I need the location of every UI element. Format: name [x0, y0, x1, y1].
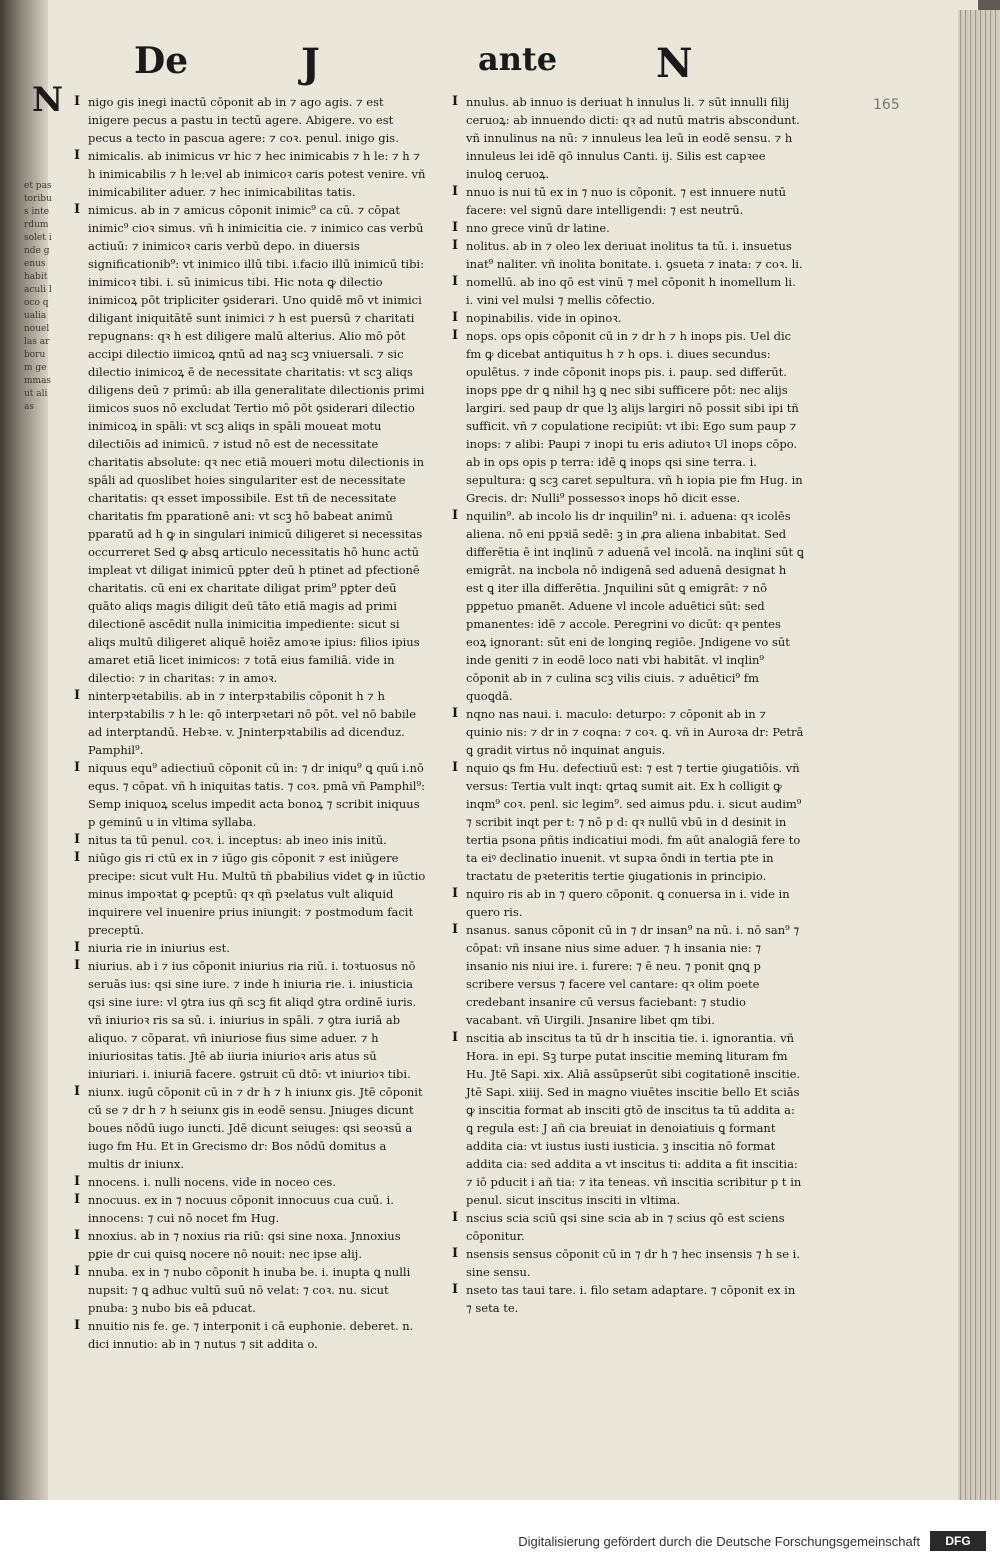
- dictionary-entry: I nsanus. sanus cōponit cū in ⁊ dr insan⁹ na nū. i. nō san⁹ ⁊ cōpat: vñ insane nius sime aduer. ⁊ h insania nie: ⁊ insanio nis niui ire. i. furere: ⁊ ē neu. ⁊ ponit ꝗnꝗ p scribere versus ⁊ facere vel cantare: qꝛ olim poete credebant insanire cū versus faciebant: ⁊ studio vacabant. vñ Uirgili. Jnsanire libet qm tibi.: [452, 921, 804, 1029]
- dictionary-entry: I nnocens. i. nulli nocens. vide in noceo ces.: [74, 1173, 426, 1191]
- page-edges: [958, 10, 1000, 1500]
- left-column: [74, 93, 426, 1353]
- dictionary-entry: I nnuba. ex in ⁊ nubo cōponit h inuba be. i. inupta ꝗ nulli nupsit: ⁊ ꝗ adhuc vultū suū nō velat: ⁊ coꝛ. nu. sicut pnuba: ꝫ nubo bis eā pducat.: [74, 1263, 426, 1317]
- dictionary-entry: I nseto tas taui tare. i. filo setam adaptare. ⁊ cōponit ex in ⁊ seta te.: [452, 1281, 804, 1317]
- dictionary-entry: I nitus ta tū penul. coꝛ. i. inceptus: ab ineo inis initū.: [74, 831, 426, 849]
- dictionary-entry: I nomellū. ab ino qō est vinū ⁊ mel cōponit h inomellum li. i. vini vel mulsi ⁊ mellis cōfectio.: [452, 273, 804, 309]
- dictionary-entry: I niquus equ⁹ adiectiuū cōponit cū in: ⁊ dr iniqu⁹ ꝗ quū i.nō equs. ⁊ cōpat. vñ h iniquitas tatis. ⁊ coꝛ. pmā vñ Pamphil⁹: Semp iniquoꝝ scelus impedit acta bonoꝝ ⁊ scribit iniquus p geminū u in vltima syllaba.: [74, 759, 426, 831]
- dictionary-entry: I nnulus. ab innuo is deriuat h innulus li. ⁊ sūt innulli filij ceruoꝝ: ab innuendo dicti: qꝛ ad nutū matris abscondunt. vñ innulinus na nū: ⁊ innuleus lea leū in eodē sensu. ⁊ h innuleus lei idē qō innulus Canti. ij. Silis est capꝛee inuloꝗ ceruoꝝ.: [452, 93, 804, 183]
- dictionary-entry: I nno grece vinū dr latine.: [452, 219, 804, 237]
- dictionary-entry: I nnoxius. ab in ⁊ noxius ria riū: qsi sine noxa. Jnnoxius pꝑie dr cui quisꝗ nocere nō nouit: nec ipse alij.: [74, 1227, 426, 1263]
- dictionary-entry: I nimicus. ab in ⁊ amicus cōponit inimic⁹ ca cū. ⁊ cōpat inimic⁹ cioꝛ simus. vñ h inimicitia cie. ⁊ inimico cas verbū actiuū: ⁊ inimicoꝛ caris verbū depo. in diuersis significationib⁹: vt inimico illū tibi. i.facio illū inimicū tibi: inimicoꝛ tibi. i. sū inimicus tibi. Hic nota ꝙ dilectio inimicoꝝ pōt tripliciter ꝯsiderari. Uno quidē mō vt inimici diligant iniquitātē sunt inimici ⁊ h est puersū ⁊ charitati repugnans: qꝛ h est diligere malū alterius. Alio mō pōt accipi dilectio iimicoꝝ qntū ad naꝫ scꝫ vniuersali. ⁊ sic dilectio inimicoꝝ ē de necessitate charitatis: vt scꝫ aliqs diligens deū ⁊ primū: ab illa generalitate dilectionis primi iimicos suos nō excludat Tertio mō pōt ꝯsiderari dilectio inimicoꝝ in spāli: vt scꝫ aliqs in spāli moueat motu dilectiōis ad inimicū. ⁊ istud nō est de necessitate charitatis absolute: qꝛ nec etiā moueri motu dilectionis in spāli ad quoslibet hoies singulariter est de necessitate charitatis: qꝛ esset impossibile. Est tñ de necessitate charitatis fm pparationē ani: vt scꝫ hō babeat animū pparatū ad h ꝙ in singulari inimicū diligeret si necessitas occurreret Sed ꝙ absꝗ articulo necessitatis hō hunc actū impleat vt diligat inimicū pꝑter deū h ptinet ad pfectionē charitatis. cū eni ex charitate diligat prim⁹ pꝑter deū quāto aliqs magis diligit deū tāto etiā magis ad primi dilectionē ascēdit nulla inimicitia impediente: sicut si aliqs multū diligeret aliquē hoiēz amoꝛe ipius: filios ipius amaret etiā licet inimicos: ⁊ totā eius familiā. vide in dilectio: ⁊ in charitas: ⁊ in amoꝛ.: [74, 201, 426, 687]
- dictionary-entry: I nnuo is nui tū ex in ⁊ nuo is cōponit. ⁊ est innuere nutū facere: vel signū dare intelligendi: ⁊ est neutrū.: [452, 183, 804, 219]
- dictionary-entry: I nolitus. ab in ⁊ oleo lex deriuat inolitus ta tū. i. insuetus inat⁹ naliter. vñ inolita bonitate. i. ꝯsueta ⁊ inata: ⁊ coꝛ. li.: [452, 237, 804, 273]
- dictionary-entry: I nopinabilis. vide in opinoꝛ.: [452, 309, 804, 327]
- footer-bar: [0, 1500, 1000, 1561]
- dictionary-entry: I nnuitio nis fe. ge. ⁊ interponit i cā euphonie. deberet. n. dici innutio: ab in ⁊ nutus ⁊ sit addita o.: [74, 1317, 426, 1353]
- dictionary-entry: I nquilin⁹. ab incolo lis dr inquilin⁹ ni. i. aduena: qꝛ icolēs aliena. nō eni ppꝛiā sedē: ꝫ in ꝓra aliena inbabitat. Sed differētia ē int inqlinū ⁊ aduenā vel incolā. na inqlini sūt ꝗ emigrāt. na incbola nō indigenā sed aduenā designat h est ꝗ iter illa differētia. Jnquilini sūt ꝗ emigrāt: ⁊ nō pꝑpetuo pmanēt. Aduene vl incole aduētici sūt: sed pmanentes: idē ⁊ accole. Peregrini vo dicūt: qꝛ pentes eoꝝ ignorant: sūt eni de longinꝗ regiōe. Jndigene vo sūt inde geniti ⁊ in eodē loco nati vbi habitāt. vl inqlin⁹ cōponit ab in ⁊ culina scꝫ vilis ciuis. ⁊ aduētici⁹ fm quoꝗdā.: [452, 507, 804, 705]
- dictionary-entry: I nscitia ab inscitus ta tū dr h inscitia tie. i. ignorantia. vñ Hora. in epi. Sꝫ turpe putat inscitie meminꝗ lituram fm Hu. Jtē Sapi. xix. Aliā assūpserūt sibi cogitationē inscitie. Jtē Sapi. xiiij. Sed in magno viuētes inscitie bello Et sciās ꝙ inscitia format ab insciti gtō de inscitus ta tū addita a: ꝗ regula est: J añ cia breuiat in denoiatiuis ꝗ formant addita cia: vt iustus iusti iusticia. ꝫ inscitia nō format addita cia: sed addita a vt inscitus ti: addita a fit inscitia: ⁊ iō pducit i añ tia: ⁊ ita teneas. vñ inscitia scribitur p t in penul. sicut inscitus insciti in vltima.: [452, 1029, 804, 1209]
- running-head-de: De: [134, 40, 189, 82]
- running-head-j: J: [301, 40, 320, 87]
- dfg-logo: DFG: [930, 1531, 986, 1551]
- dictionary-entry: I niurius. ab i ⁊ ius cōponit iniurius ria riū. i. toꝛtuosus nō seruās ius: qsi sine iure. ⁊ inde h iniuria rie. i. iniusticia qsi sine iure: vl ꝯtra ius qñ scꝫ fit aliqd ꝯtra ordinē iuris. vñ iniurioꝛ ris sa sū. i. iniurius in spāli. ⁊ ꝯtra iuriā ab aliquo. ⁊ cōparat. vñ iniuriose fius sime aduer. ⁊ h iniuriositas tatis. Jtē ab iiuria iniurioꝛ aris atus sū iniuriari. i. iniuriā facere. ꝯstruit cū dtō: vt iniurioꝛ tibi.: [74, 957, 426, 1083]
- dictionary-entry: I nquiro ris ab in ⁊ quero cōponit. ꝗ conuersa in i. vide in quero ris.: [452, 885, 804, 921]
- book-page: [18, 0, 978, 1500]
- margin-note: et pastoribus interdum solet inde genus habitaculi loco qualia nouellas arborum gemmas ut alias: [24, 181, 52, 412]
- dictionary-entry: I ninterpꝛetabilis. ab in ⁊ interpꝛtabilis cōponit h ⁊ h interpꝛtabilis ⁊ h le: qō interpꝛetari nō pōt. vel nō babile ad interptandū. Hebꝛe. v. Jninterpꝛtabilis ad dicenduz. Pamphil⁹.: [74, 687, 426, 759]
- dictionary-entry: I niuria rie in iniurius est.: [74, 939, 426, 957]
- dictionary-entry: I nimicalis. ab inimicus vr hic ⁊ hec inimicabis ⁊ h le: ⁊ h ⁊ h inimicabilis ⁊ h le:vel ab inimicoꝛ caris potest venire. vñ inimicabiliter aduer. ⁊ hec inimicabilitas tatis.: [74, 147, 426, 201]
- dictionary-entry: I niunx. iugū cōponit cū in ⁊ dr h ⁊ h iniunx gis. Jtē cōponit cū se ⁊ dr h ⁊ h seiunx gis in eodē sensu. Jniuges dicunt boues nōdū iugo iuncti. Jdē dicunt seiuges: qsi seoꝛsū a iugo fm Hu. Et in Grecismo dr: Bos nōdū domitus a multis dr iniunx.: [74, 1083, 426, 1173]
- right-column: [452, 93, 804, 1317]
- funding-notice: Digitalisierung gefördert durch die Deutsche Forschungsgemeinschaft: [518, 1534, 920, 1549]
- dictionary-entry: I nsensis sensus cōponit cū in ⁊ dr h ⁊ hec insensis ⁊ h se i. sine sensu.: [452, 1245, 804, 1281]
- dictionary-entry: I nqno nas naui. i. maculo: deturpo: ⁊ cōponit ab in ⁊ quinio nis: ⁊ dr in ⁊ coqna: ⁊ coꝛ. ꝗ. vñ in Auroꝛa dr: Petrā ꝗ gradit virtus nō inquinat anguis.: [452, 705, 804, 759]
- dictionary-entry: I nigo gis inegi inactū cōponit ab in ⁊ ago agis. ⁊ est inigere pecus a pastu in tectū agere. Abigere. vo est pecus a tecto in pascua agere: ⁊ coꝛ. penul. inigo gis.: [74, 93, 426, 147]
- running-head-n: N: [656, 40, 693, 87]
- dictionary-entry: I nnocuus. ex in ⁊ nocuus cōponit innocuus cua cuū. i. innocens: ⁊ cui nō nocet fm Hug.: [74, 1191, 426, 1227]
- dictionary-entry: I niūgo gis ri ctū ex in ⁊ iūgo gis cōponit ⁊ est iniūgere precipe: sicut vult Hu. Multū tñ pbabilius videt ꝙ in iūctio minus impoꝛtat ꝙ pceptū: qꝛ qñ pꝛelatus vult aliquid inquirere vel inuenire prius iniungit: ⁊ postmodum facit preceptū.: [74, 849, 426, 939]
- margin-initial: N: [32, 80, 64, 120]
- dictionary-entry: I nscius scia sciū qsi sine scia ab in ⁊ scius qō est sciens cōponitur.: [452, 1209, 804, 1245]
- dictionary-entry: I nquio ꝗs fm Hu. defectiuū est: ⁊ est ⁊ tertie ꝯiugatiōis. vñ versus: Tertia vult inqt: ꝗrtaꝗ sumit ait. Ex h colligit ꝙ inqm⁹ coꝛ. penl. sic legim⁹. sed aimus pdu. i. sicut audim⁹ ⁊ scribit inqt per t: ⁊ nō p d: qꝛ nullū vbū in d desinit in tertia psona pñtis indicatiui modi. fm aūt analogiā fere to ta eiꝰ declinatio inuenit. vt supꝛa ōndi in tertia pte in tractatu de pꝛeteritis tertie ꝯiugationis in principio.: [452, 759, 804, 885]
- dictionary-entry: I nops. ops opis cōponit cū in ⁊ dr h ⁊ h inops pis. Uel dic fm ꝙ dicebat antiquitus h ⁊ h ops. i. diues secundus: opulētus. ⁊ inde cōponit inops pis. i. paup. sed differūt. inops pꝑe dr ꝗ nihil hꝫ ꝗ nec sibi sufficere pōt: nec alijs largiri. sed paup dr que lꝫ alijs largiri nō possit sibi ipi tñ sufficit. vñ ⁊ copulatione recipiūt: vt ibi: Ego sum paup ⁊ inops: ⁊ alibi: Paupi ⁊ inopi tu eris adiutoꝛ Ul inops cōpo. ab in ops opis p terra: idē ꝗ inops qsi sine terra. i. sepultura: ꝗ scꝫ caret sepultura. vñ h iopia pie fm Hug. in Grecis. dr: Nulli⁹ possessoꝛ inops hō dicit esse.: [452, 327, 804, 507]
- folio-number: 165: [873, 97, 900, 113]
- running-head-ante: ante: [478, 40, 558, 78]
